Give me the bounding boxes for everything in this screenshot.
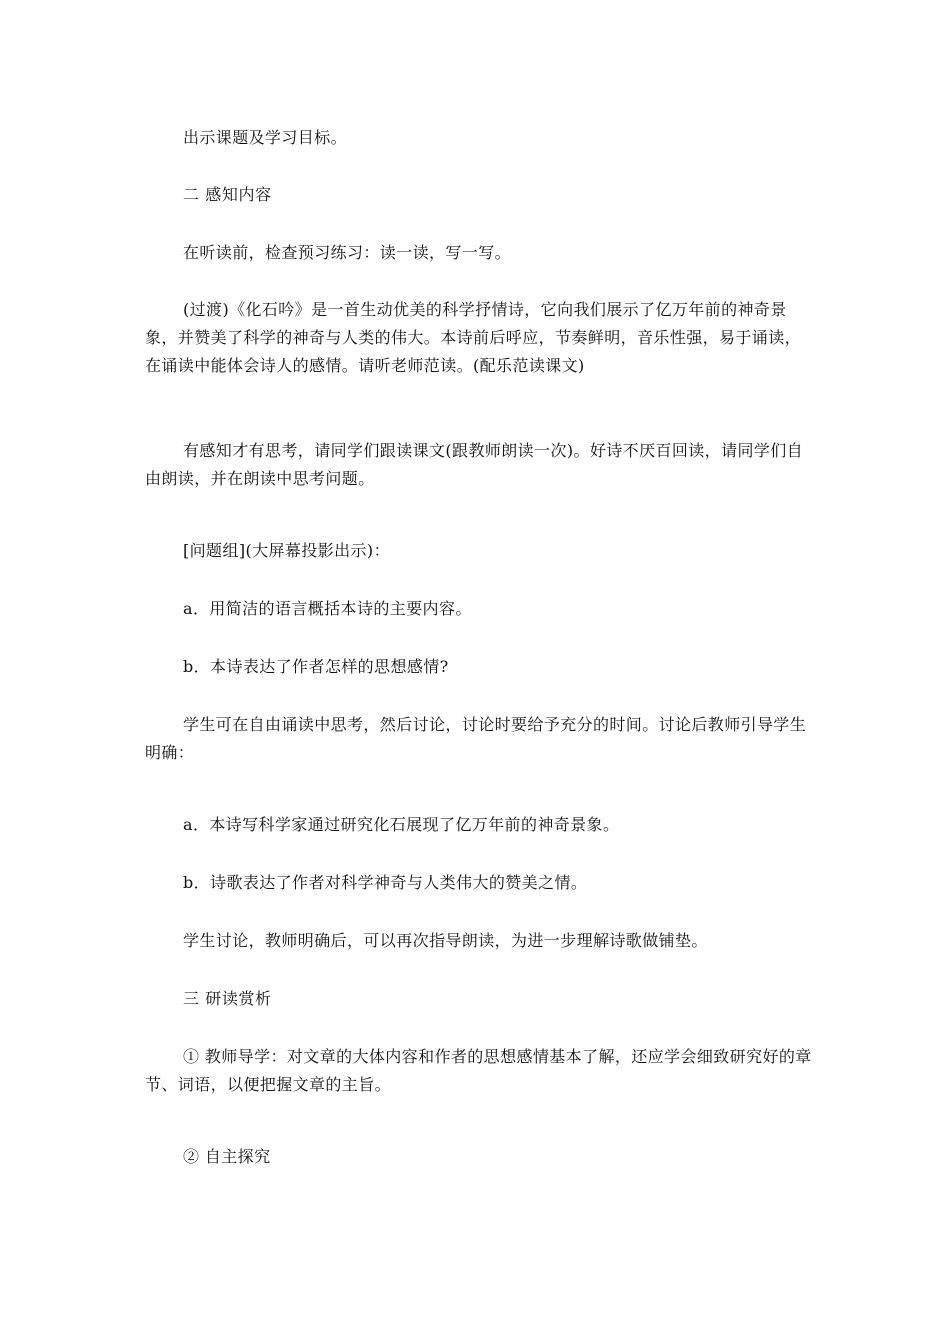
paragraph-objectives: 出示课题及学习目标。	[183, 128, 348, 147]
paragraph-discussion: 学生可在自由诵读中思考，然后讨论，讨论时要给予充分的时间。讨论后教师引导学生明确：	[145, 715, 807, 762]
section-heading-3: 三 研读赏析	[183, 989, 272, 1008]
answer-a: a．本诗写科学家通过研究化石展现了亿万年前的神奇景象。	[183, 815, 620, 834]
section-heading-2: 二 感知内容	[183, 185, 272, 204]
paragraph-preview-check: 在听读前，检查预习练习：读一读，写一写。	[183, 243, 512, 262]
question-a: a．用简洁的语言概括本诗的主要内容。	[183, 599, 472, 618]
paragraph-transition: (过渡)《化石吟》是一首生动优美的科学抒情诗，它向我们展示了亿万年前的神奇景象，并赞美了科学的神奇与人类的伟大。本诗前后呼应，节奏鲜明，音乐性强，易于诵读，在诵读中能体会诗人的感情。请听老师范读。(配乐范读课文)	[145, 300, 802, 375]
paragraph-follow-reading: 有感知才有思考，请同学们跟读课文(跟教师朗读一次)。好诗不厌百回读，请同学们自由朗读，并在朗读中思考问题。	[145, 441, 804, 488]
paragraph-guided-reading: 学生讨论，教师明确后，可以再次指导朗读，为进一步理解诗歌做铺垫。	[183, 931, 708, 950]
paragraph-self-study: ② 自主探究	[183, 1147, 271, 1166]
paragraph-teacher-guide: ① 教师导学：对文章的大体内容和作者的思想感情基本了解，还应学会细致研究好的章节、词语，以便把握文章的主旨。	[145, 1047, 812, 1094]
question-b: b．本诗表达了作者怎样的思想感情?	[183, 657, 449, 676]
answer-b: b．诗歌表达了作者对科学神奇与人类伟大的赞美之情。	[183, 873, 588, 892]
paragraph-question-group: [问题组](大屏幕投影出示)：	[183, 541, 390, 560]
